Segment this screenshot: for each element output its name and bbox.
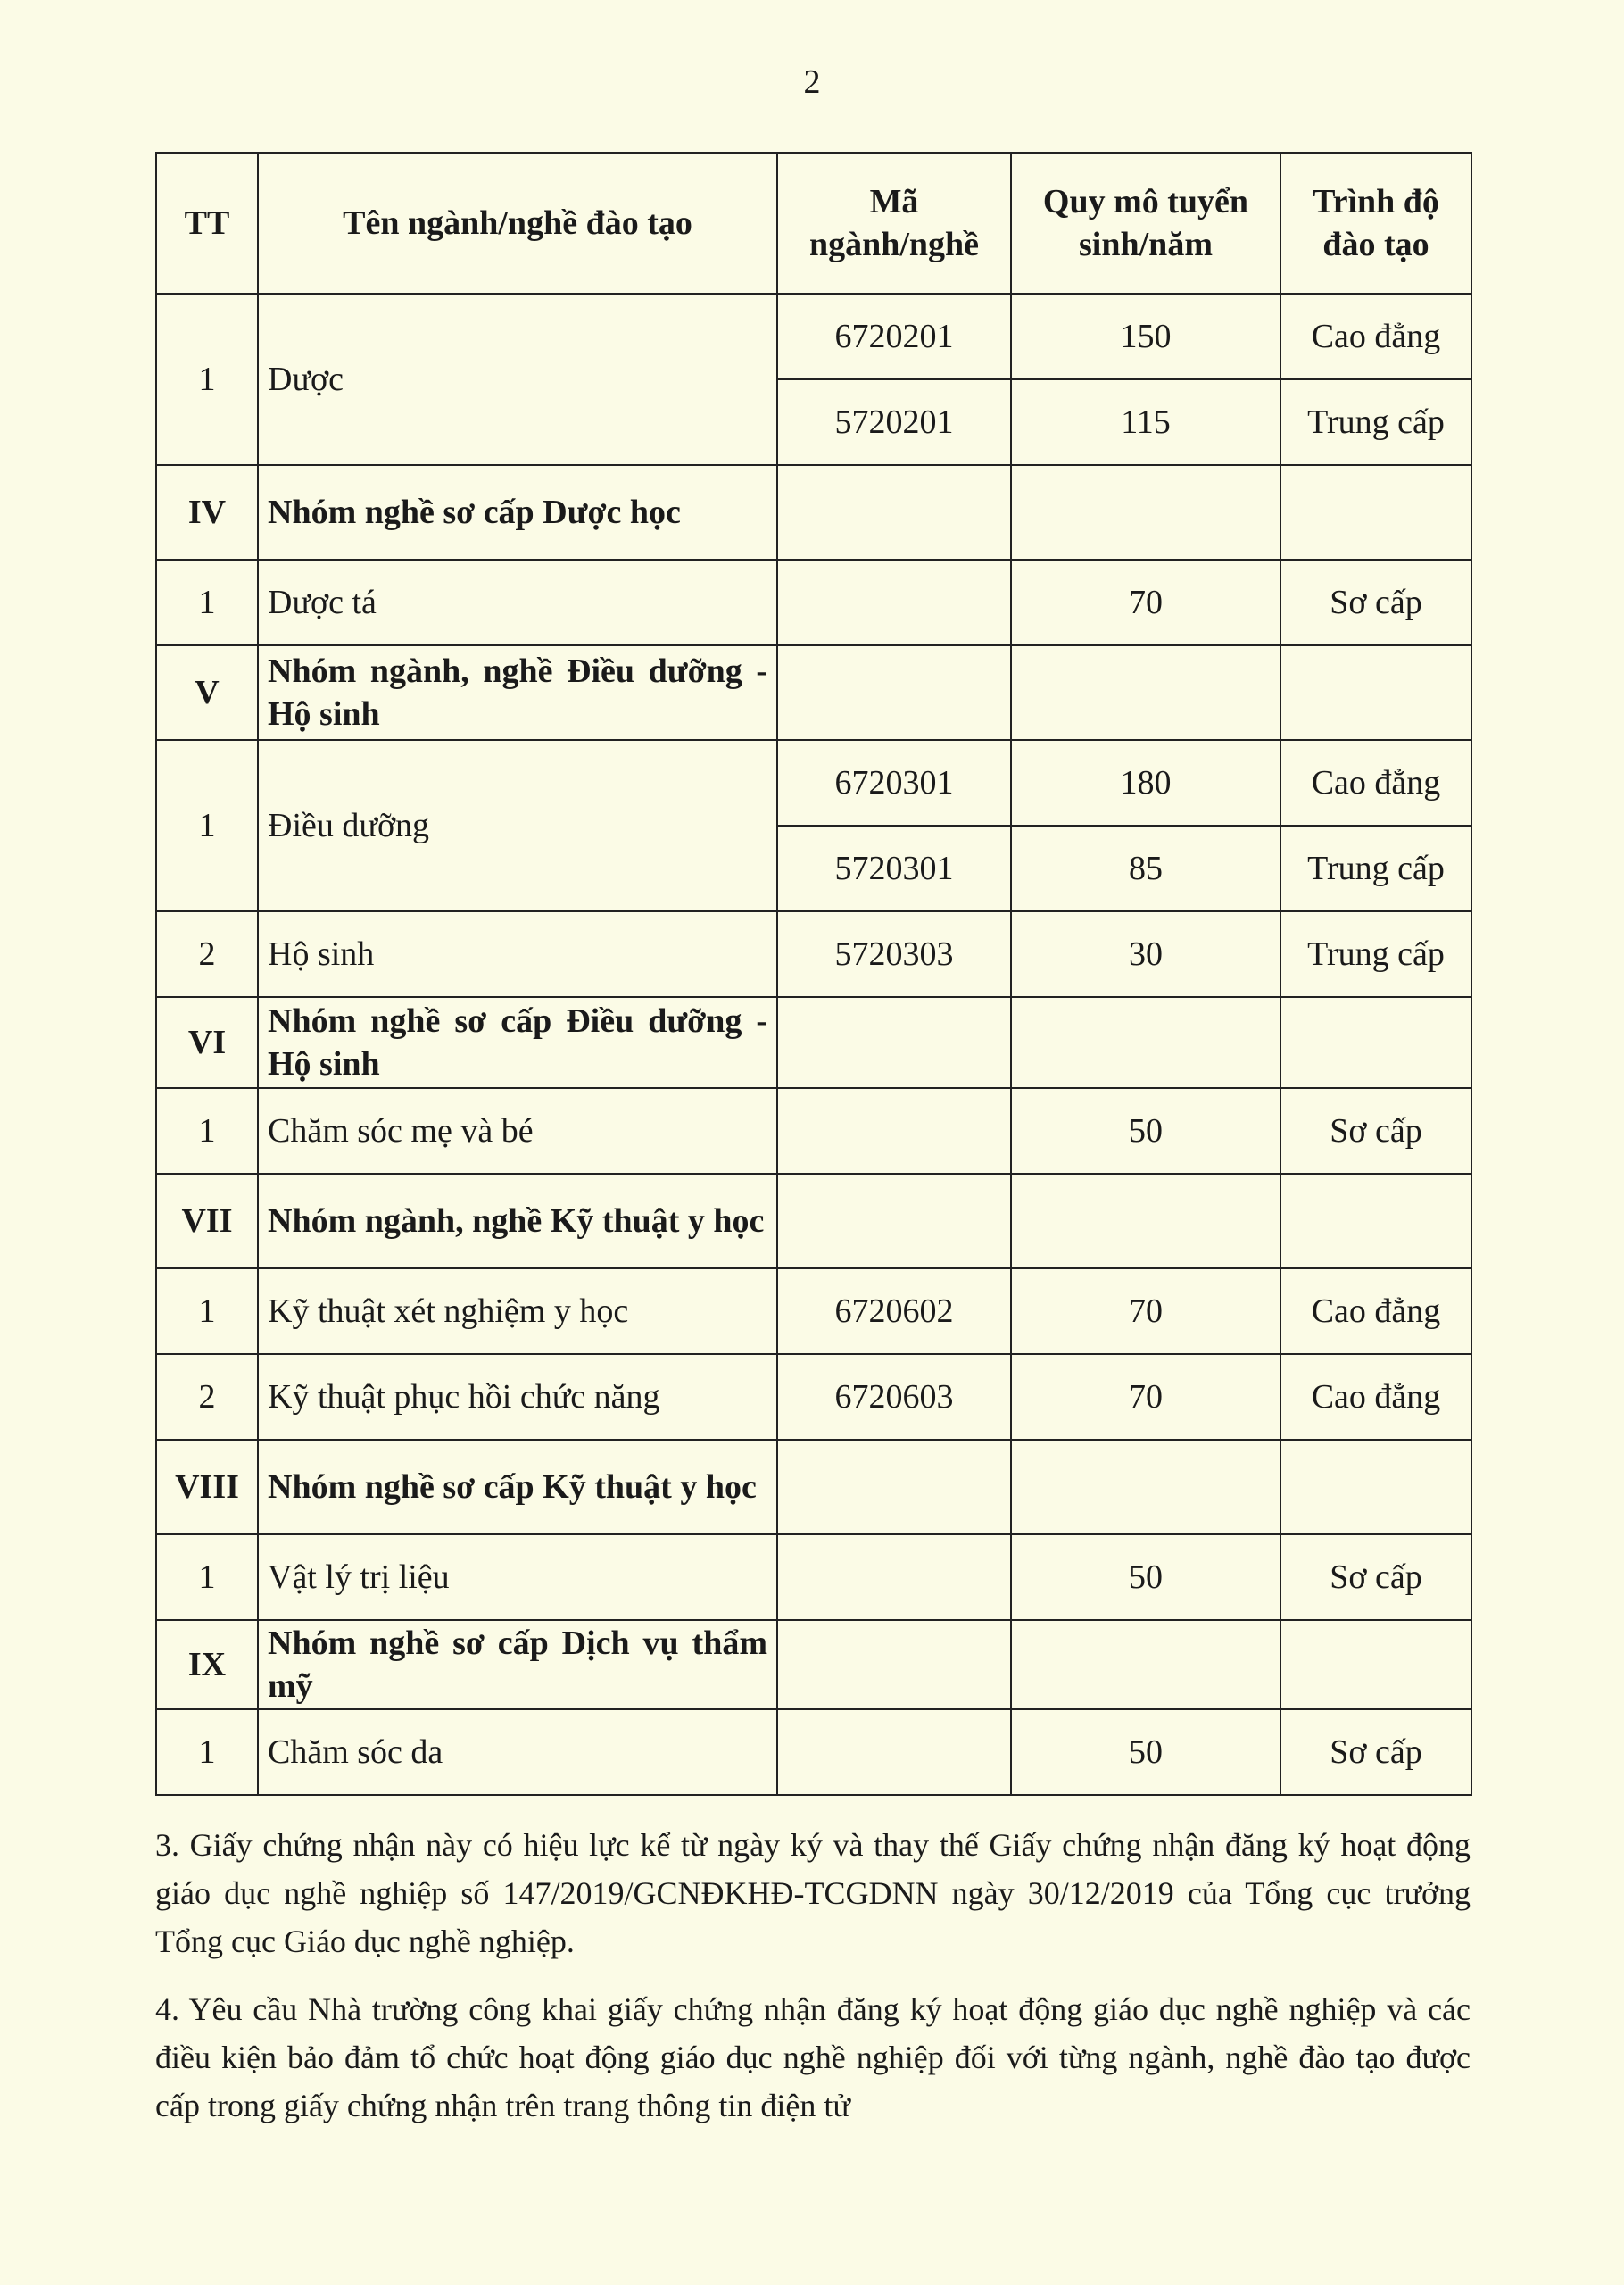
row-quy-mo: 85 xyxy=(1011,826,1280,911)
row-name: Nhóm nghề sơ cấp Dịch vụ thẩm mỹ xyxy=(258,1620,777,1709)
row-code xyxy=(777,1709,1011,1795)
row-name: Nhóm nghề sơ cấp Kỹ thuật y học xyxy=(258,1440,777,1534)
row-name: Nhóm ngành, nghề Kỹ thuật y học xyxy=(258,1174,777,1268)
row-level: Trung cấp xyxy=(1280,379,1471,465)
row-code: 5720201 xyxy=(777,379,1011,465)
row-code: 6720201 xyxy=(777,294,1011,379)
header-level: Trình độ đào tạo xyxy=(1280,153,1471,294)
row-code xyxy=(777,1534,1011,1620)
header-code: Mã ngành/nghề xyxy=(777,153,1011,294)
table-header-row xyxy=(156,153,1471,294)
row-quy-mo: 70 xyxy=(1011,1268,1280,1354)
row-code: 5720301 xyxy=(777,826,1011,911)
row-tt: 1 xyxy=(156,560,258,645)
row-quy-mo: 70 xyxy=(1011,1354,1280,1440)
table-row xyxy=(156,1709,1471,1795)
row-level: Trung cấp xyxy=(1280,911,1471,997)
row-level: Sơ cấp xyxy=(1280,560,1471,645)
row-level: Cao đẳng xyxy=(1280,294,1471,379)
table-row xyxy=(156,1268,1471,1354)
group-row xyxy=(156,997,1471,1088)
row-tt: 1 xyxy=(156,1709,258,1795)
row-name: Nhóm nghề sơ cấp Điều dưỡng - Hộ sinh xyxy=(258,997,777,1088)
row-level: Cao đẳng xyxy=(1280,1268,1471,1354)
row-code: 6720301 xyxy=(777,740,1011,826)
row-name: Vật lý trị liệu xyxy=(258,1534,777,1620)
row-tt: VIII xyxy=(156,1440,258,1534)
header-tt: TT xyxy=(156,153,258,294)
row-quy-mo: 115 xyxy=(1011,379,1280,465)
row-name: Chăm sóc da xyxy=(258,1709,777,1795)
group-row xyxy=(156,1440,1471,1534)
row-tt: 1 xyxy=(156,1268,258,1354)
row-quy-mo: 180 xyxy=(1011,740,1280,826)
row-code: 6720603 xyxy=(777,1354,1011,1440)
row-quy-mo: 50 xyxy=(1011,1088,1280,1174)
row-tt: 2 xyxy=(156,911,258,997)
row-level: Cao đẳng xyxy=(1280,1354,1471,1440)
row-level: Sơ cấp xyxy=(1280,1709,1471,1795)
row-level: Cao đẳng xyxy=(1280,740,1471,826)
row-name: Kỹ thuật phục hồi chức năng xyxy=(258,1354,777,1440)
row-name: Chăm sóc mẹ và bé xyxy=(258,1088,777,1174)
page-number: 2 xyxy=(803,63,821,101)
note-paragraph-3: 3. Giấy chứng nhận này có hiệu lực kể từ ngày ký và thay thế Giấy chứng nhận đăng ký hoạt động giáo dục nghề nghiệp số 147/2019/GCNĐKHĐ-TCGDNN ngày 30/12/2019 của Tổng cục trưởng Tổng cục Giáo dục nghề nghiệp. xyxy=(155,1827,1471,1959)
row-name: Hộ sinh xyxy=(258,911,777,997)
row-tt: IX xyxy=(156,1620,258,1709)
row-code: 6720602 xyxy=(777,1268,1011,1354)
row-name: Kỹ thuật xét nghiệm y học xyxy=(258,1268,777,1354)
table-row xyxy=(156,1088,1471,1174)
row-tt: 2 xyxy=(156,1354,258,1440)
note-paragraph-4: 4. Yêu cầu Nhà trường công khai giấy chứng nhận đăng ký hoạt động giáo dục nghề nghiệp và các điều kiện bảo đảm tổ chức hoạt động giáo dục nghề nghiệp đối với từng ngành, nghề đào tạo được cấp trong giấy chứng nhận trên trang thông tin điện tử xyxy=(155,1991,1471,2123)
training-programs-table xyxy=(155,152,1472,1796)
table-row xyxy=(156,560,1471,645)
table-row xyxy=(156,294,1471,379)
row-quy-mo: 70 xyxy=(1011,560,1280,645)
row-tt: VI xyxy=(156,997,258,1088)
table-row xyxy=(156,1354,1471,1440)
row-name: Nhóm nghề sơ cấp Dược học xyxy=(258,465,777,560)
row-level: Sơ cấp xyxy=(1280,1088,1471,1174)
row-code xyxy=(777,560,1011,645)
row-tt: 1 xyxy=(156,294,258,465)
row-tt: 1 xyxy=(156,1088,258,1174)
row-name: Dược xyxy=(258,294,777,465)
row-code: 5720303 xyxy=(777,911,1011,997)
row-tt: 1 xyxy=(156,740,258,911)
row-quy-mo: 50 xyxy=(1011,1709,1280,1795)
table-row xyxy=(156,911,1471,997)
row-level: Trung cấp xyxy=(1280,826,1471,911)
row-name: Điều dưỡng xyxy=(258,740,777,911)
row-quy-mo: 50 xyxy=(1011,1534,1280,1620)
row-tt: VII xyxy=(156,1174,258,1268)
row-code xyxy=(777,1088,1011,1174)
row-tt: 1 xyxy=(156,1534,258,1620)
row-tt: V xyxy=(156,645,258,740)
header-name: Tên ngành/nghề đào tạo xyxy=(258,153,777,294)
notes-section xyxy=(155,1821,1471,2149)
row-tt: IV xyxy=(156,465,258,560)
header-quy-mo: Quy mô tuyển sinh/năm xyxy=(1011,153,1280,294)
group-row xyxy=(156,1174,1471,1268)
group-row xyxy=(156,645,1471,740)
row-level: Sơ cấp xyxy=(1280,1534,1471,1620)
group-row xyxy=(156,1620,1471,1709)
group-row xyxy=(156,465,1471,560)
table-row xyxy=(156,740,1471,826)
row-quy-mo: 150 xyxy=(1011,294,1280,379)
row-name: Nhóm ngành, nghề Điều dưỡng - Hộ sinh xyxy=(258,645,777,740)
table-row xyxy=(156,1534,1471,1620)
row-name: Dược tá xyxy=(258,560,777,645)
row-quy-mo: 30 xyxy=(1011,911,1280,997)
